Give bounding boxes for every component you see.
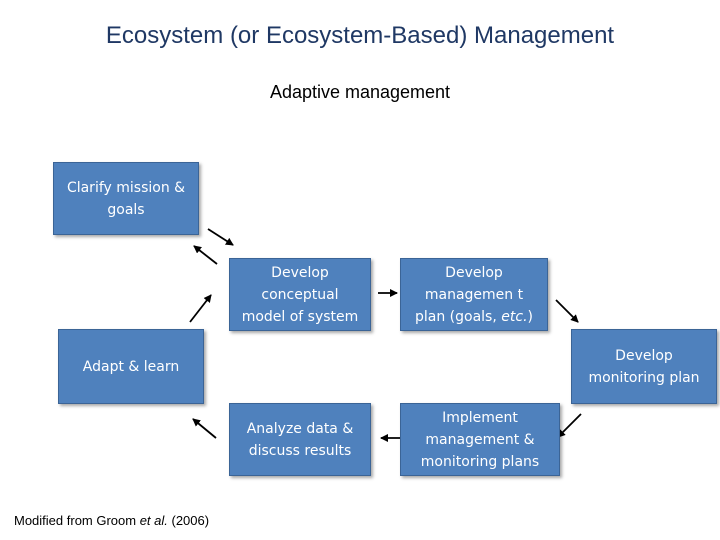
arrow-plan-to-monitor — [556, 300, 578, 322]
arrow-analyze-to-adapt — [193, 419, 216, 438]
box-label-line: goals — [107, 201, 145, 218]
source-footnote — [14, 513, 209, 528]
box-label-line: conceptual — [261, 286, 339, 303]
box-label-line: Develop — [615, 347, 673, 364]
box-label-line: Develop — [271, 264, 329, 281]
arrow-model-to-clarify — [194, 246, 217, 264]
conceptual-model-box — [229, 258, 371, 331]
page-title: Ecosystem (or Ecosystem-Based) Management — [105, 22, 615, 49]
box-label-line: Adapt & learn — [82, 358, 180, 375]
arrow-clarify-to-model — [208, 229, 233, 245]
box-label-line: Develop — [445, 264, 503, 281]
arrow-monitor-to-implement — [558, 414, 581, 437]
box-label-line — [415, 306, 533, 328]
clarify-mission-box — [53, 162, 199, 235]
diagram-subtitle: Adaptive management — [269, 82, 451, 102]
box-label-fragment: etc. — [501, 308, 528, 325]
box-label-fragment: ) — [527, 308, 533, 325]
box-label-line: monitoring plan — [588, 369, 700, 386]
implement-plans-box — [400, 403, 560, 476]
box-label-line: Clarify mission & — [66, 179, 186, 196]
box-label-line: Implement — [442, 409, 518, 426]
footnote-text: et al. — [139, 513, 168, 528]
adapt-learn-box — [58, 329, 204, 404]
box-label-line: model of system — [241, 308, 359, 325]
footnote-text: Modified from Groom — [14, 513, 140, 528]
analyze-data-box — [229, 403, 371, 476]
box-label-line: discuss results — [248, 442, 352, 459]
box-label-line: monitoring plans — [420, 453, 540, 470]
footnote-text: (2006) — [167, 513, 210, 528]
box-label-line: Analyze data & — [246, 420, 354, 437]
box-label-fragment: plan (goals, — [415, 308, 502, 325]
monitoring-plan-box — [571, 329, 717, 404]
management-plan-box — [400, 258, 548, 331]
box-label-line: management & — [425, 431, 535, 448]
arrow-adapt-to-model — [190, 295, 211, 322]
box-label-line: managemen t — [424, 286, 524, 303]
